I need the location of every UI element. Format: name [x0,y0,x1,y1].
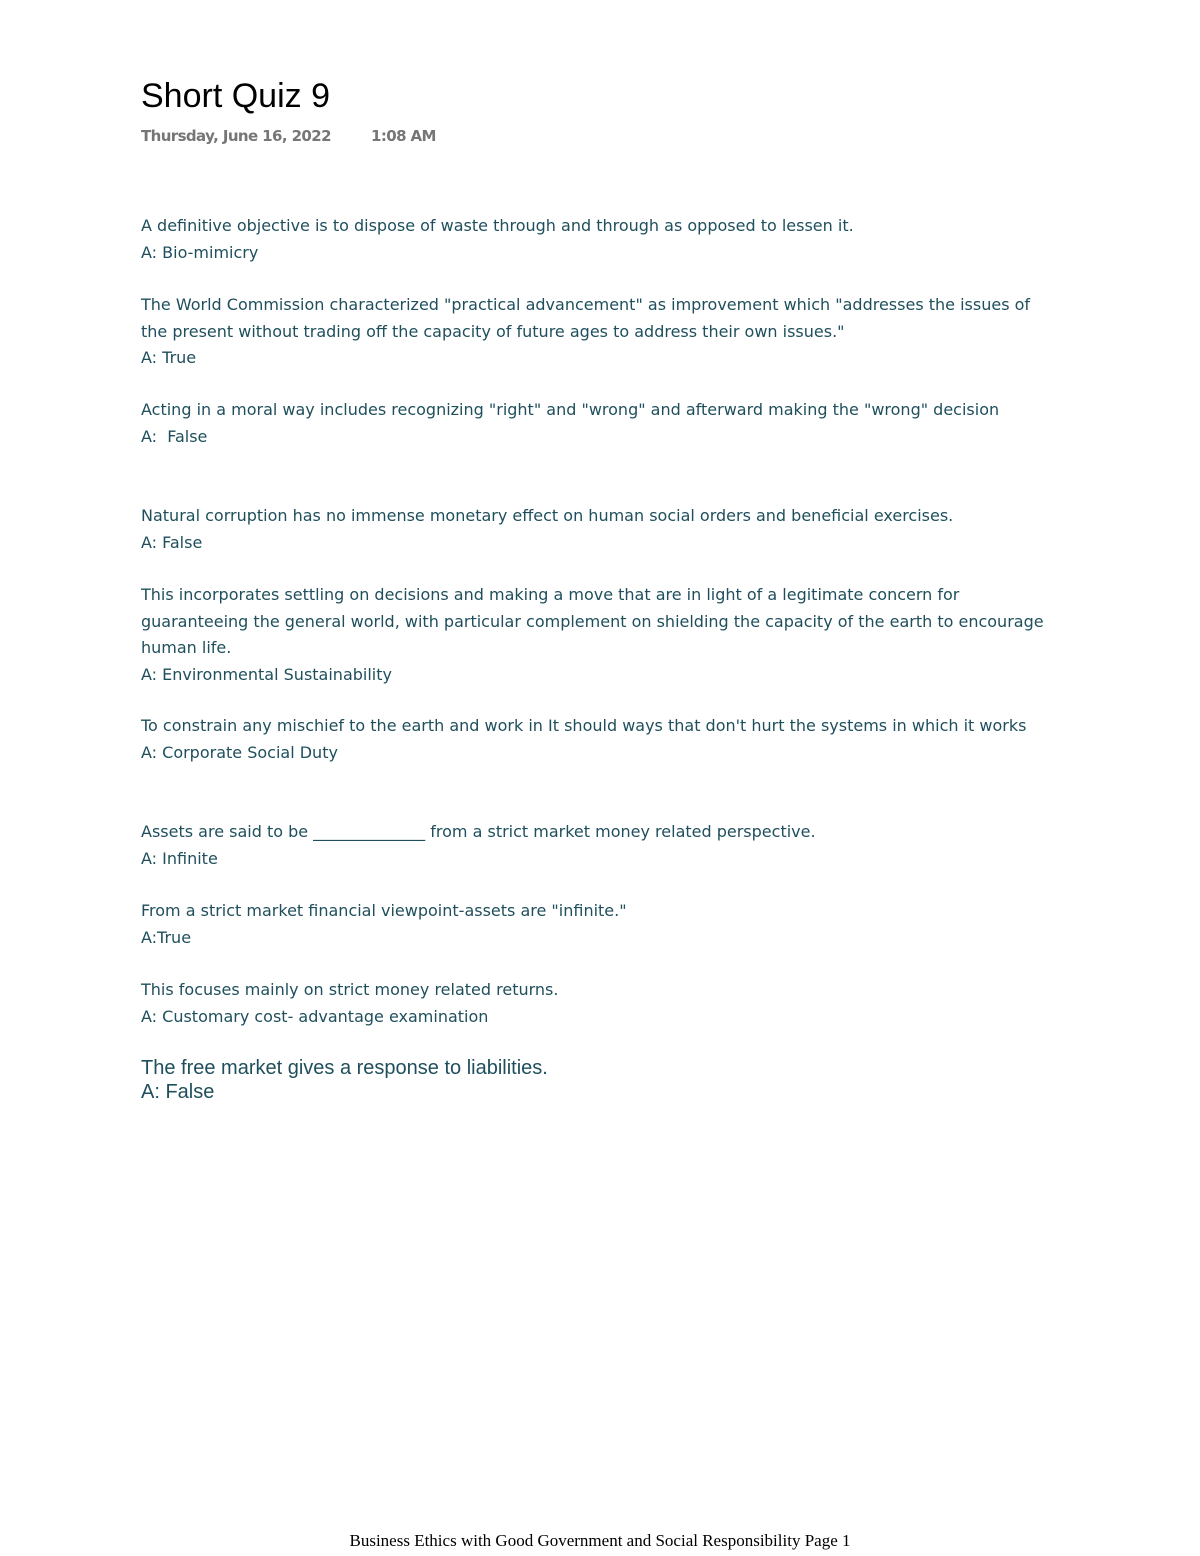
page-footer: Business Ethics with Good Government and Social Responsibility Page 1 [349,1531,851,1550]
answer-text: A:True [141,927,192,947]
question-text: This focuses mainly on strict money related returns. [141,980,559,999]
qa-item-6 [141,713,1061,766]
qa-item-3 [141,397,1061,450]
answer-text: A: True [141,348,197,367]
qa-item-7 [141,819,1061,872]
qa-item-10 [141,1056,1061,1104]
question-text: The World Commission characterized "practical advancement" as improvement which "addresses the issues of the present without trading off the capacity of future ages to address their own issues." [141,295,1036,341]
qa-item-4 [141,503,1061,556]
question-text: Assets are said to be ______________ from a strict market money related perspective. [141,822,816,841]
answer-text: A: False [141,426,208,446]
question-text: The free market gives a response to liabilities. [141,1057,548,1079]
question-text: To constrain any mischief to the earth and work in It should ways that don't hurt the systems in which it works [141,716,1027,735]
qa-item-2 [141,292,1061,372]
question-text: Natural corruption has no immense monetary effect on human social orders and beneficial exercises. [141,506,954,525]
answer-text: A: False [141,532,203,552]
answer-text: A: Environmental Sustainability [141,664,392,684]
note-time: 1:08 AM [371,127,436,145]
qa-item-5 [141,582,1061,688]
question-text: A definitive objective is to dispose of waste through and through as opposed to lessen it. [141,216,854,235]
question-text: Acting in a moral way includes recognizing "right" and "wrong" and afterward making the "wrong" decision [141,400,1000,419]
answer-text: A: Infinite [141,848,218,868]
qa-item-1 [141,213,1061,266]
page-title: Short Quiz 9 [141,77,330,115]
question-text: This incorporates settling on decisions and making a move that are in light of a legitimate concern for guaranteeing the general world, with particular complement on shielding the capacity of the earth to encourage human life. [141,585,1049,657]
note-date: Thursday, June 16, 2022 [141,127,331,145]
answer-text: A: Customary cost- advantage examination [141,1006,489,1026]
qa-item-8 [141,898,1061,951]
question-text: From a strict market financial viewpoint-assets are "infinite." [141,901,627,920]
answer-text: A: Corporate Social Duty [141,742,338,762]
answer-text: A: False [141,1081,215,1103]
qa-item-9 [141,977,1061,1030]
answer-text: A: Bio-mimicry [141,242,259,262]
